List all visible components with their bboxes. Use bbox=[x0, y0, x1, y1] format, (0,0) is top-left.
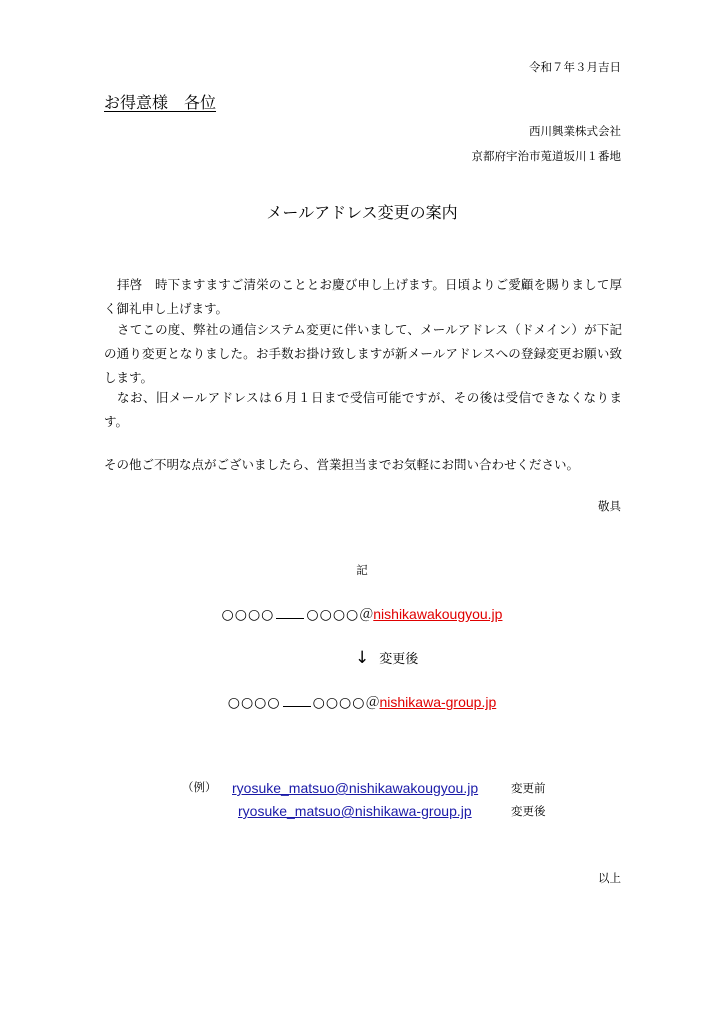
new-domain-link[interactable]: nishikawa-group.jp bbox=[379, 694, 497, 710]
example-new-tag: 変更後 bbox=[511, 804, 546, 818]
ki-heading: 記 bbox=[356, 563, 368, 577]
example-old-email[interactable]: ryosuke_matsuo@nishikawakougyou.jp bbox=[232, 780, 479, 796]
change-marker bbox=[355, 648, 418, 668]
paragraph-contact: その他ご不明な点がございましたら、営業担当までお気軽にお問い合わせください。 bbox=[104, 457, 580, 472]
at-sign: ＠ bbox=[359, 607, 374, 623]
underscore-blank bbox=[283, 694, 311, 707]
letter-subject: メールアドレス変更の案内 bbox=[266, 203, 458, 222]
example-label: （例） bbox=[182, 780, 217, 794]
example-old-tag: 変更前 bbox=[511, 781, 546, 795]
paragraph-notice: さてこの度、弊社の通信システム変更に伴いまして、メールアドレス（ドメイン）が下記の通り変更となりました。お手数お掛け致しますが新メールアドレスへの登録変更お願い致します。 bbox=[104, 322, 622, 385]
paragraph-old-address-note: なお、旧メールアドレスは６月１日まで受信可能ですが、その後は受信できなくなります。 bbox=[104, 390, 622, 429]
old-domain-link[interactable]: nishikawakougyou.jp bbox=[373, 606, 503, 622]
change-marker-label: 変更後 bbox=[379, 652, 419, 667]
recipient: お得意様 各位 bbox=[104, 93, 217, 112]
letter-date: 令和７年３月吉日 bbox=[529, 60, 621, 74]
underscore-blank bbox=[276, 606, 304, 619]
placeholder-right: ○○○○ bbox=[306, 607, 360, 623]
old-email-address bbox=[0, 604, 724, 624]
company-address: 京都府宇治市莵道坂川１番地 bbox=[471, 149, 621, 163]
paragraph-greeting: 拝啓 時下ますますご清栄のこととお慶び申し上げます。日頃よりご愛顧を賜りまして厚く御礼申し上げます。 bbox=[104, 277, 622, 316]
company-name: 西川興業株式会社 bbox=[529, 124, 621, 138]
down-arrow-icon: ↓ bbox=[355, 648, 370, 668]
example-new-email[interactable]: ryosuke_matsuo@nishikawa-group.jp bbox=[238, 803, 472, 819]
new-email-address bbox=[0, 692, 724, 712]
placeholder-right: ○○○○ bbox=[312, 695, 366, 711]
closing-keigu: 敬具 bbox=[598, 499, 621, 513]
at-sign: ＠ bbox=[365, 695, 380, 711]
placeholder-left: ○○○○ bbox=[221, 607, 275, 623]
closing-ijou: 以上 bbox=[598, 871, 621, 885]
placeholder-left: ○○○○ bbox=[227, 695, 281, 711]
